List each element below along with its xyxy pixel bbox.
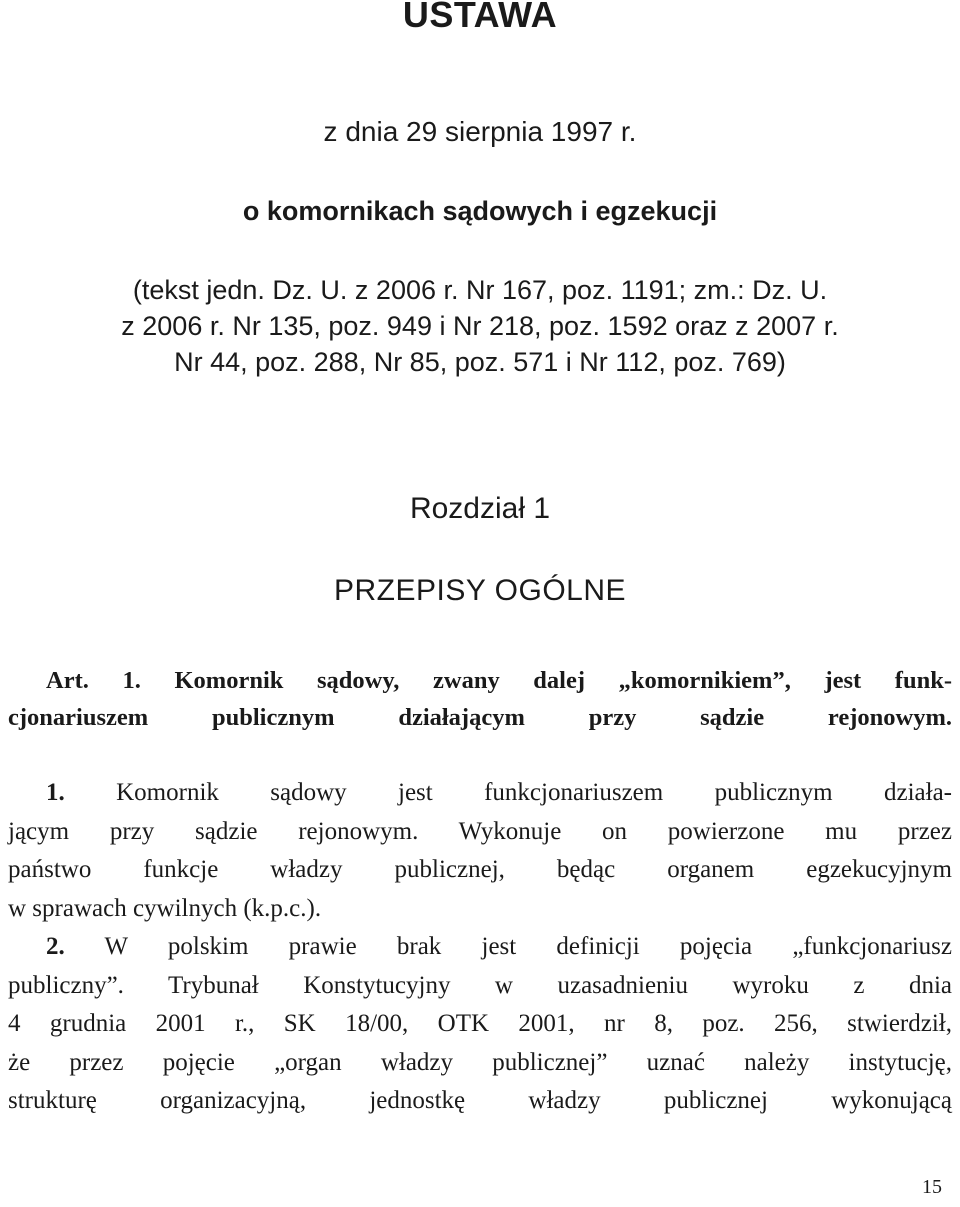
commentary-line: że przez pojęcie „organ władzy publicznej” uznać należy instytucję,	[8, 1048, 952, 1076]
article-line: Art. 1. Komornik sądowy, zwany dalej „komornikiem”, jest funk-	[46, 667, 952, 694]
commentary-number: 2.	[46, 933, 65, 960]
publication-reference	[0, 272, 960, 380]
act-date: z dnia 29 sierpnia 1997 r.	[323, 116, 637, 147]
publication-line: Nr 44, poz. 288, Nr 85, poz. 571 i Nr 112, poz. 769)	[174, 347, 786, 377]
publication-line: z 2006 r. Nr 135, poz. 949 i Nr 218, poz. 1592 oraz z 2007 r.	[121, 311, 839, 341]
commentary-line: 1. Komornik sądowy jest funkcjonariuszem publicznym działa-	[46, 779, 952, 806]
publication-line: (tekst jedn. Dz. U. z 2006 r. Nr 167, poz. 1191; zm.: Dz. U.	[132, 275, 828, 305]
chapter-title: PRZEPISY OGÓLNE	[333, 574, 627, 607]
commentary-line: 4 grudnia 2001 r., SK 18/00, OTK 2001, nr 8, poz. 256, stwierdził,	[8, 1010, 952, 1037]
commentary-line: strukturę organizacyjną, jednostkę władzy publicznej wykonującą	[8, 1087, 952, 1114]
chapter-label: Rozdział 1	[409, 492, 551, 525]
article-number: Art. 1.	[46, 667, 141, 694]
act-subject: o komornikach sądowych i egzekucji	[242, 196, 718, 226]
commentary-line: jącym przy sądzie rejonowym. Wykonuje on powierzone mu przez	[8, 817, 952, 845]
commentary-line: państwo funkcje władzy publicznej, będąc organem egzekucyjnym	[8, 856, 952, 883]
commentary	[8, 774, 952, 1121]
commentary-line: 2. W polskim prawie brak jest definicji pojęcia „funkcjonariusz	[46, 933, 952, 960]
act-title: USTAWA	[402, 0, 558, 35]
page-number: 15	[922, 1176, 942, 1198]
commentary-line: w sprawach cywilnych (k.p.c.).	[8, 894, 322, 922]
commentary-line: publiczny”. Trybunał Konstytucyjny w uzasadnieniu wyroku z dnia	[8, 971, 952, 999]
commentary-number: 1.	[46, 779, 65, 806]
article-line: cjonariuszem publicznym działającym przy sądzie rejonowym.	[8, 704, 952, 731]
article-1	[8, 662, 952, 736]
